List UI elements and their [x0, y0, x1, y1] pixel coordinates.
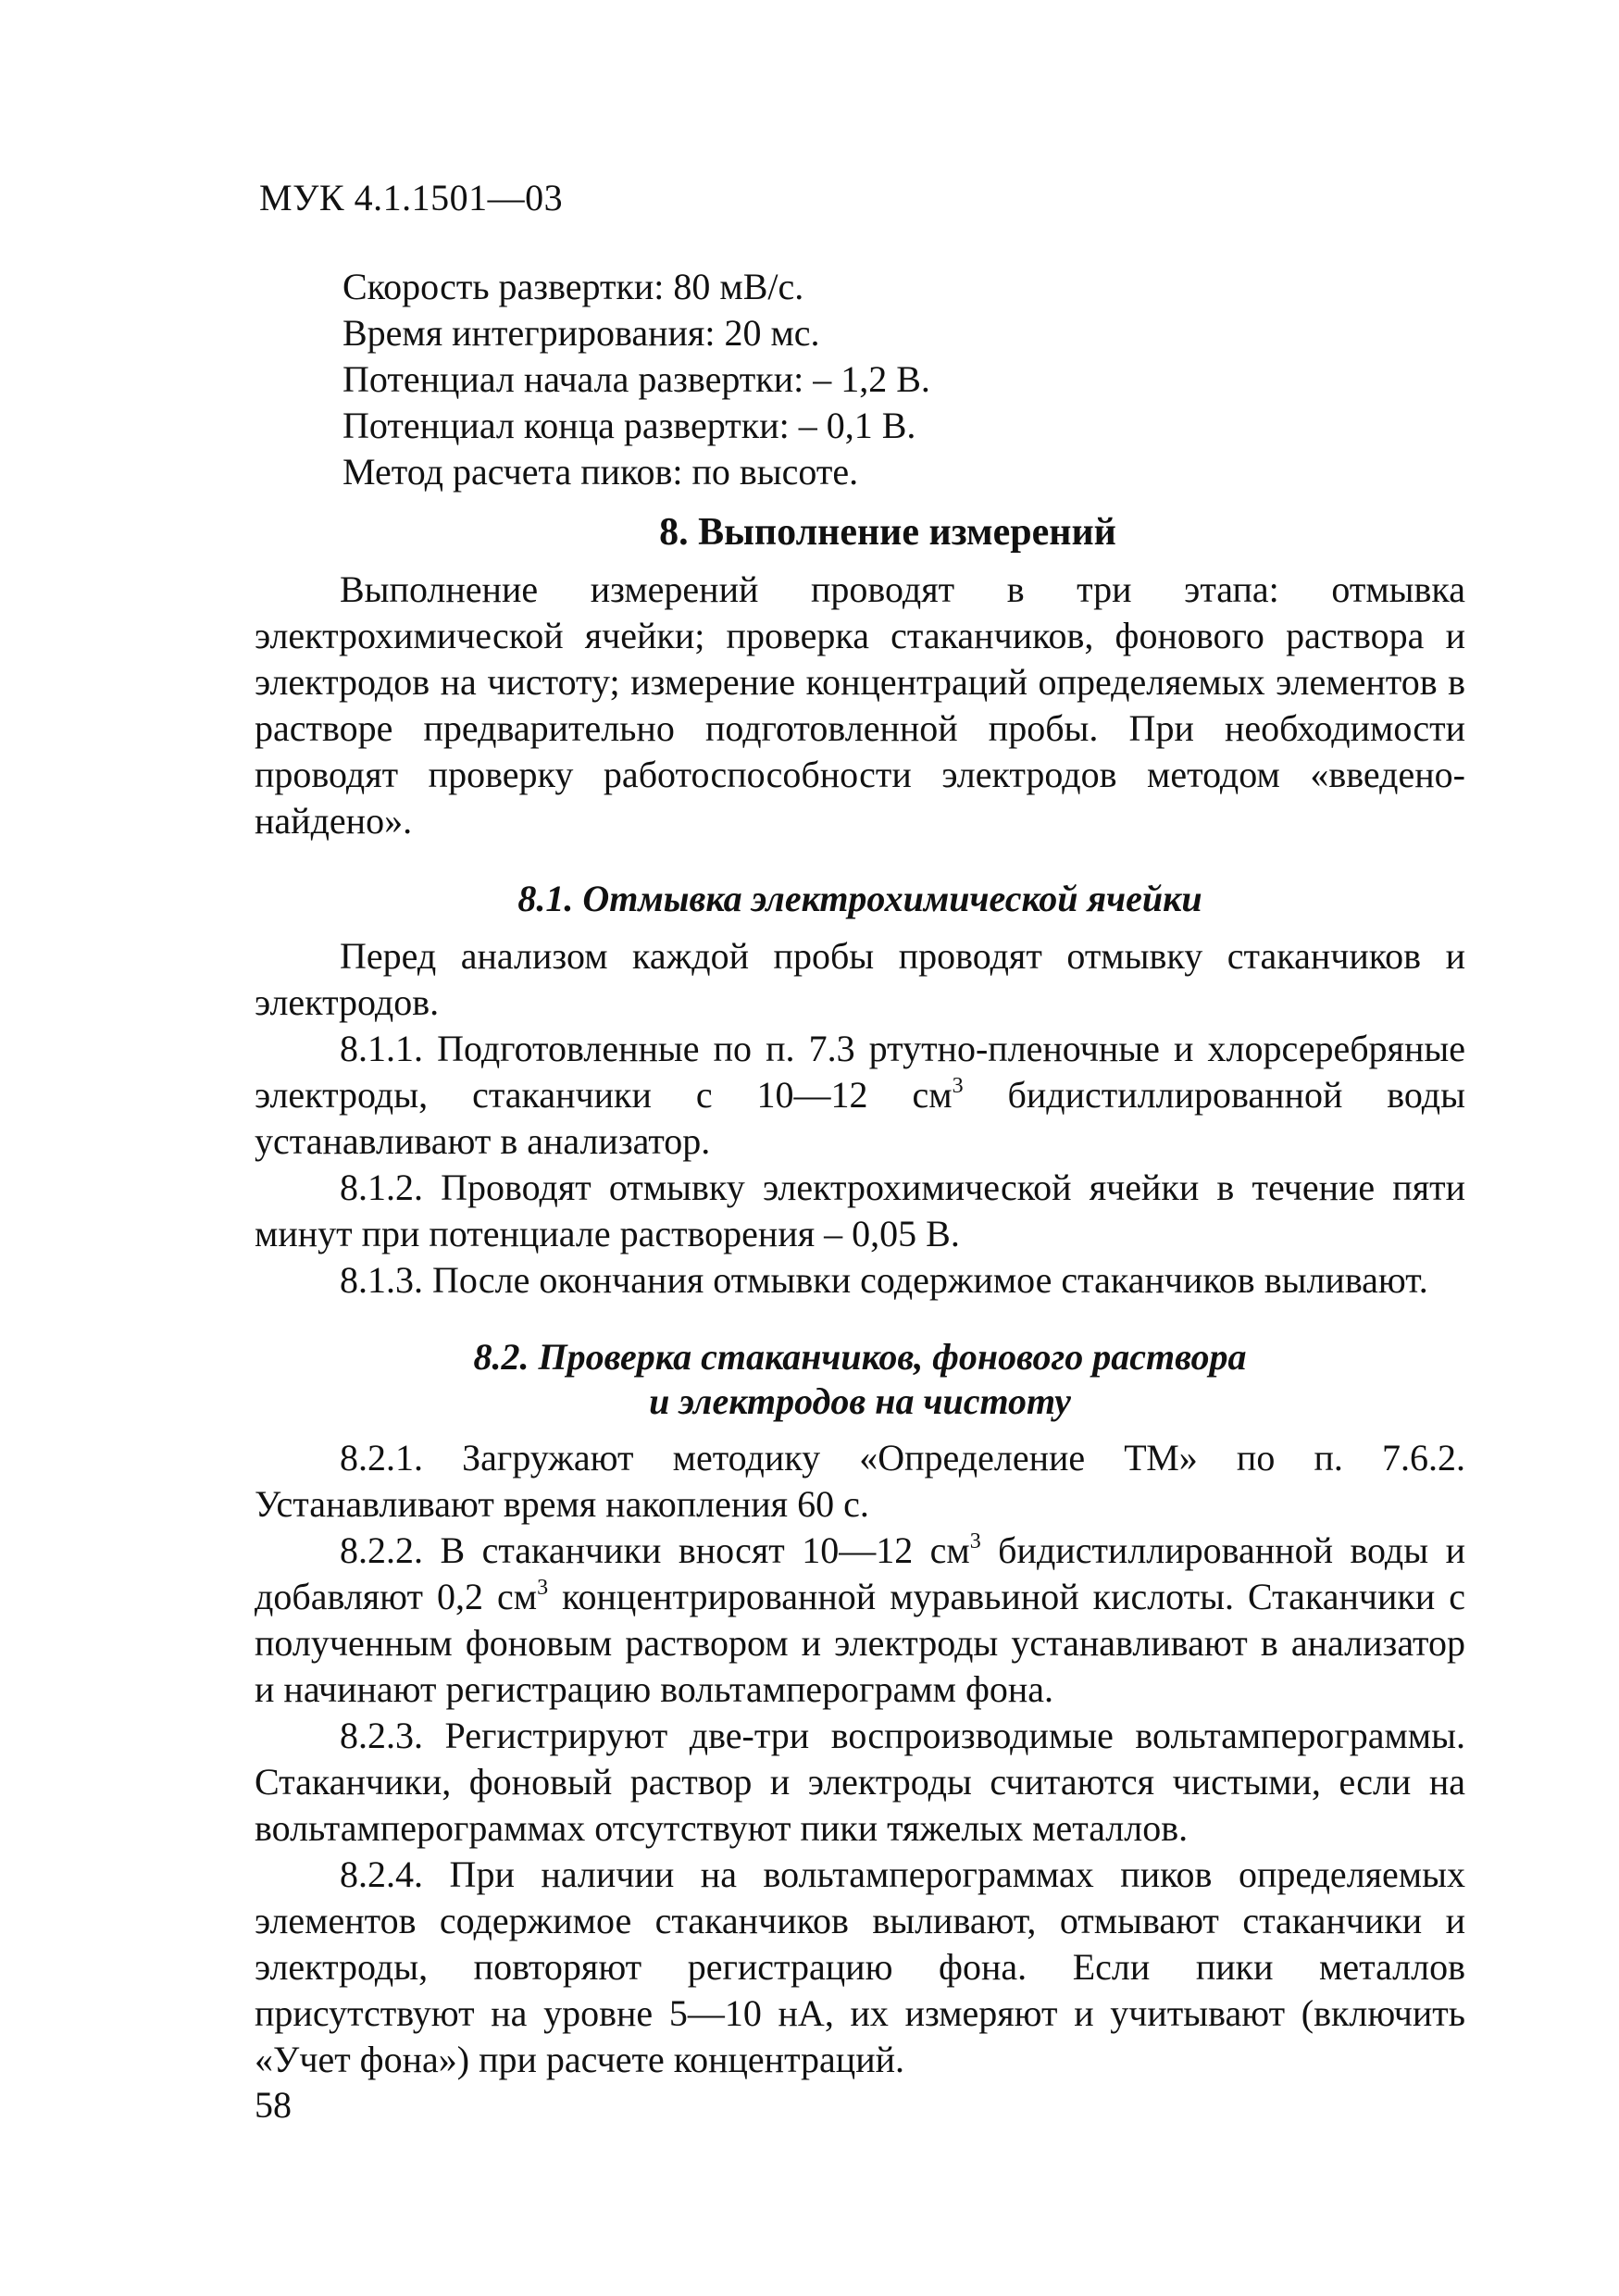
page-number: 58: [255, 2084, 292, 2126]
setting-start-potential: Потенциал начала развертки: – 1,2 В.: [342, 358, 930, 400]
section-8-2-heading: [255, 1335, 1465, 1424]
paragraph-8-2-3: 8.2.3. Регистрируют две-три воспроизводимые вольтамперограммы. Стаканчики, фоновый раствор и электроды считаются чистыми, если на вольтамперограммах отсутствуют пики тяжелых металлов.: [255, 1715, 1465, 1849]
section-8-1-intro: Перед анализом каждой пробы проводят отмывку стаканчиков и электродов.: [255, 935, 1465, 1023]
paragraph-8-2-4: 8.2.4. При наличии на вольтамперограммах пиков определяемых элементов содержимое стаканчиков выливают, отмывают стаканчики и электроды, повторяют регистрацию фона. Если пики металлов присутствуют на уровне 5—10 нА, их измеряют и учитывают (включить «Учет фона») при расчете концентраций.: [255, 1853, 1465, 2080]
section-8-heading: 8. Выполнение измерений: [659, 511, 1116, 554]
section-8-2-heading-line1: 8.2. Проверка стаканчиков, фонового раствора: [473, 1336, 1247, 1378]
paragraph-8-1-2: 8.1.2. Проводят отмывку электрохимической ячейки в течение пяти минут при потенциале растворения – 0,05 В.: [255, 1167, 1465, 1254]
section-8-1-heading: 8.1. Отмывка электрохимической ячейки: [517, 878, 1202, 919]
paragraph-8-2-1: 8.2.1. Загружают методику «Определение ТМ» по п. 7.6.2. Устанавливают время накопления 60 с.: [255, 1437, 1465, 1525]
paragraph-8-1-3: 8.1.3. После окончания отмывки содержимое стаканчиков выливают.: [340, 1259, 1428, 1301]
setting-peak-method: Метод расчета пиков: по высоте.: [342, 451, 859, 493]
document-code-header: МУК 4.1.1501—03: [259, 177, 564, 218]
paragraph-8-1-1: 8.1.1. Подготовленные по п. 7.3 ртутно-пленочные и хлорсеребряные электроды, стаканчики с 10—12 $см^3$ бидистиллированной воды устанавливают в анализатор.: [255, 1028, 1465, 1162]
section-8-intro: Выполнение измерений проводят в три этапа: отмывка электрохимической ячейки; проверка стаканчиков, фонового раствора и электродов на чистоту; измерение концентраций определяемых элементов в растворе предварительно подготовленной пробы. При необходимости проводят проверку работоспособности электродов методом «введено-найдено».: [255, 568, 1465, 842]
setting-integration-time: Время интегрирования: 20 мс.: [342, 312, 820, 354]
section-8-2-heading-line2: и электродов на чистоту: [649, 1380, 1071, 1422]
setting-scan-rate: Скорость развертки: 80 мВ/с.: [342, 266, 804, 307]
instrument-settings-list: [342, 264, 930, 495]
paragraph-8-2-2: 8.2.2. В стаканчики вносят 10—12 $см^3$ бидистиллированной воды и добавляют 0,2 $см^3$ концентрированной муравьиной кислоты. Стаканчики с полученным фоновым раствором и электроды устанавливают в анализатор и начинают регистрацию вольтамперограмм фона.: [255, 1529, 1466, 1710]
setting-end-potential: Потенциал конца развертки: – 0,1 В.: [342, 405, 916, 446]
main-content: [255, 509, 1465, 2083]
